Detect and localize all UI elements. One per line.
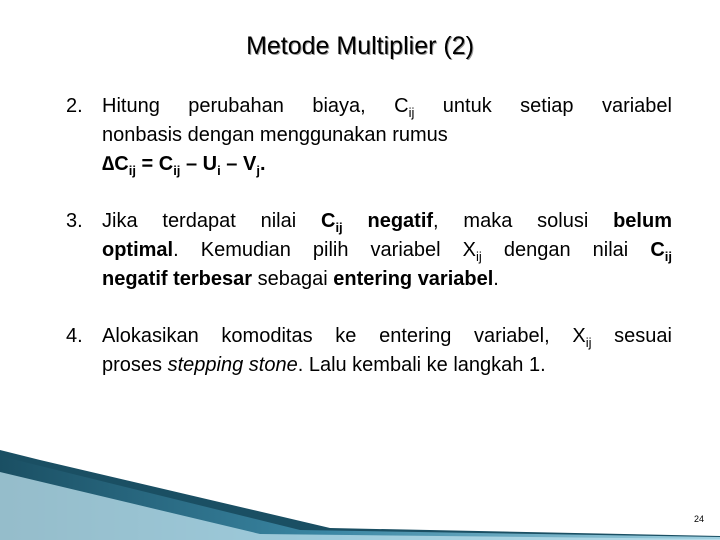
subscript: ij: [128, 163, 136, 178]
subscript: ij: [335, 220, 343, 235]
bold-text: C: [650, 239, 665, 261]
item-3-text: sebagai: [252, 268, 334, 290]
slide-title: Metode Multiplier (2): [246, 32, 474, 60]
item-2-text: Hitung perubahan biaya, C: [102, 95, 409, 117]
subscript: ij: [664, 249, 673, 264]
formula-text: – V: [220, 153, 257, 175]
bold-text: belum: [613, 210, 672, 232]
item-4-line-1: [102, 322, 672, 351]
bold-text: negatif terbesar: [102, 268, 253, 290]
item-4-text: Alokasikan komoditas ke entering variabel, X: [102, 325, 586, 347]
formula-text: = C: [135, 153, 174, 175]
subscript: ij: [173, 163, 181, 178]
bold-text: negatif: [342, 210, 434, 232]
item-3-line-1: [102, 207, 672, 236]
item-3-text: dengan nilai: [481, 239, 651, 261]
decorative-swoosh: [0, 450, 720, 540]
subscript: ij: [476, 249, 482, 264]
bullet-list: [66, 92, 672, 380]
list-item-2: [66, 92, 672, 179]
subscript: j: [256, 163, 260, 178]
italic-text: stepping stone: [167, 354, 298, 376]
bold-text: C: [320, 210, 336, 232]
subscript: ij: [585, 335, 592, 350]
page-number: 24: [693, 514, 704, 524]
item-3-line-3: [102, 265, 672, 294]
item-3-line-2: [102, 236, 672, 265]
list-item-number: 4.: [66, 325, 83, 347]
formula-text: C: [114, 153, 129, 175]
list-item-number: 2.: [66, 95, 83, 117]
formula-text: .: [259, 153, 266, 175]
item-3-text: . Kemudian pilih variabel X: [173, 239, 476, 261]
formula-text: – U: [180, 153, 218, 175]
item-2-text: untuk setiap variabel: [414, 95, 672, 117]
item-3-text: Jika terdapat nilai: [102, 210, 321, 232]
subscript: i: [217, 163, 221, 178]
list-item-3: [66, 207, 672, 294]
item-3-text: , maka solusi: [433, 210, 614, 232]
item-4-text: sesuai: [591, 325, 672, 347]
bold-text: entering variabel: [333, 268, 494, 290]
bold-text: optimal: [102, 239, 174, 261]
item-4-text: . Lalu kembali ke langkah 1.: [297, 354, 546, 376]
item-2-line-2: nonbasis dengan menggunakan rumus: [102, 124, 448, 146]
delta-symbol: ∆: [102, 153, 115, 175]
delta-c-formula: [102, 150, 672, 179]
subscript: ij: [408, 105, 415, 120]
item-4-line-2: [102, 351, 672, 380]
item-2-line-1: [102, 92, 672, 121]
list-item-number: 3.: [66, 210, 83, 232]
item-4-text: proses: [102, 354, 168, 376]
list-item-4: [66, 322, 672, 380]
item-3-text: .: [493, 268, 499, 290]
